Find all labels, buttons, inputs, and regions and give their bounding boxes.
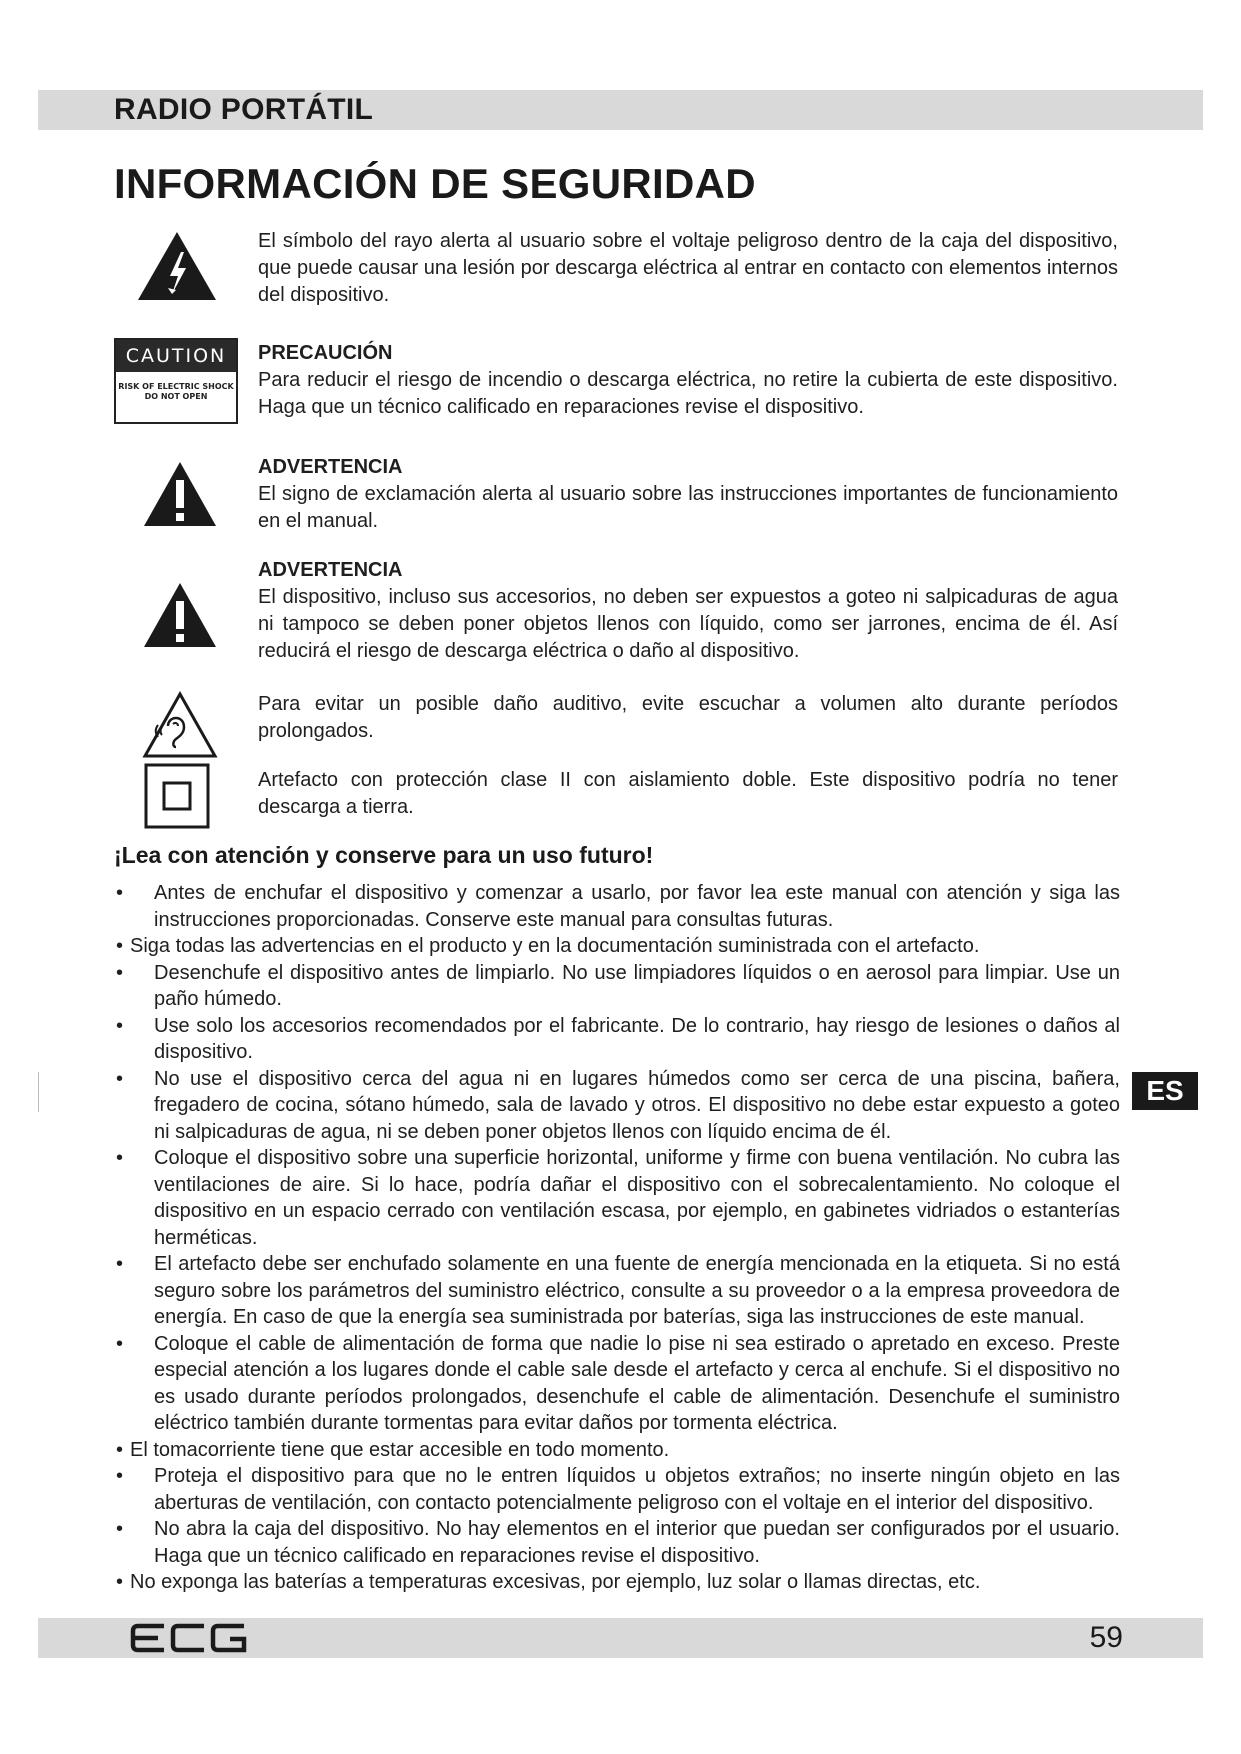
bullet-dot: • — [116, 1253, 124, 1275]
bullet-dot: • — [116, 1438, 124, 1461]
language-tab: ES — [1132, 1072, 1198, 1110]
list-item — [114, 933, 1120, 960]
bullet-dot: • — [116, 1518, 124, 1540]
bullet-text: Coloque el dispositivo sobre una superficie horizontal, uniforme y firme con buena ventilación. No cubra las ventilaciones de aire. Si lo hace, podría dañar el dispositivo con el sobrecalentamiento. No coloque el dispositivo en un espacio cerrado con ventilación escasa, por ejemplo, en gabinetes vidriados o estanterías herméticas. — [154, 1147, 1120, 1249]
bullet-text: Coloque el cable de alimentación de forma que nadie lo pise ni sea estirado o apretado en exceso. Preste especial atención a los lugares donde el cable sale desde el artefacto y cerca al enchufe. Si el dispositivo no es usado durante períodos prolongados, desenchufe el cable de alimentación. Desenchufe el suministro eléctrico también durante tormentas para evitar daños por tormenta eléctrica. — [154, 1332, 1120, 1434]
hearing-warning-icon — [142, 691, 218, 759]
caution-label-icon — [114, 338, 238, 424]
symbol-text-exclamation-2 — [258, 557, 1118, 665]
bullet-text: Proteja el dispositivo para que no le entren líquidos u objetos extraños; no inserte ningún objeto en las aberturas de ventilación, con contacto potencialmente peligroso con el voltaje en el interior del dispositivo. — [154, 1465, 1120, 1514]
bullet-text: Antes de enchufar el dispositivo y comenzar a usarlo, por favor lea este manual con atención y siga las instrucciones proporcionadas. Conserve este manual para consultas futuras. — [154, 882, 1120, 931]
bullet-dot: • — [116, 1465, 124, 1487]
page-title: INFORMACIÓN DE SEGURIDAD — [114, 160, 756, 207]
symbol-body: Para reducir el riesgo de incendio o descarga eléctrica, no retire la cubierta de este dispositivo. Haga que un técnico calificado en reparaciones revise el dispositivo. — [258, 369, 1118, 418]
exclamation-warning-icon — [142, 581, 218, 649]
bullet-dot: • — [116, 882, 124, 904]
bullet-dot: • — [116, 1571, 124, 1593]
bullet-dot: • — [116, 1147, 124, 1169]
bullet-text: No exponga las baterías a temperaturas excesivas, por ejemplo, luz solar o llamas directas, etc. — [130, 1571, 981, 1593]
exclamation-warning-icon — [142, 460, 218, 528]
symbol-body: El dispositivo, incluso sus accesorios, no deben ser expuestos a goteo ni salpicaduras de agua ni tampoco se deben poner objetos llenos con líquido, como ser jarrones, encima de él. Así reducirá el riesgo de descarga eléctrica o daño al dispositivo. — [258, 586, 1118, 662]
page-number: 59 — [1089, 1621, 1123, 1654]
bullet-text: El artefacto debe ser enchufado solamente en una fuente de energía mencionada en la etiqueta. Si no está seguro sobre los parámetros del suministro eléctrico, consulte a su proveedor o a la empresa proveedora de energía. En caso de que la energía sea suministrada por baterías, siga las instrucciones de este manual. — [154, 1253, 1120, 1328]
bullet-text: El tomacorriente tiene que estar accesible en todo momento. — [130, 1438, 670, 1461]
double-insulation-icon — [144, 763, 210, 829]
margin-line — [38, 1072, 39, 1112]
list-item — [114, 1066, 1120, 1146]
bullet-text: No abra la caja del dispositivo. No hay elementos en el interior que puedan ser configurados por el usuario. Haga que un técnico calificado en reparaciones revise el dispositivo. — [154, 1518, 1120, 1567]
symbol-text-exclamation-1 — [258, 454, 1118, 535]
bullet-dot: • — [116, 1332, 124, 1355]
bullet-dot: • — [116, 961, 124, 984]
list-item — [114, 1013, 1120, 1066]
list-item — [114, 960, 1120, 1013]
bullet-text: Desenchufe el dispositivo antes de limpiarlo. No use limpiadores líquidos o en aerosol para limpiar. Use un paño húmedo. — [154, 961, 1120, 1010]
ecg-logo — [130, 1622, 250, 1654]
list-item — [114, 1463, 1120, 1516]
list-item — [114, 1251, 1120, 1331]
list-item — [114, 1569, 1120, 1596]
symbol-heading: ADVERTENCIA — [258, 456, 403, 478]
header-title: RADIO PORTÁTIL — [114, 93, 374, 126]
bullet-dot: • — [116, 1067, 124, 1090]
caution-label-title: CAUTION — [116, 340, 236, 372]
list-item — [114, 1331, 1120, 1437]
safety-bullet-list — [114, 880, 1120, 1596]
bullet-dot: • — [116, 935, 124, 957]
list-item — [114, 1516, 1120, 1569]
symbol-heading: ADVERTENCIA — [258, 559, 403, 581]
bullet-dot: • — [116, 1014, 124, 1037]
list-item — [114, 880, 1120, 933]
symbol-text-hearing: Para evitar un posible daño auditivo, evite escuchar a volumen alto durante períodos prolongados. — [258, 693, 1118, 742]
lightning-warning-icon — [136, 230, 218, 302]
header-bar — [38, 90, 1203, 130]
bullet-text: Siga todas las advertencias en el producto y en la documentación suministrada con el artefacto. — [130, 935, 980, 957]
bullet-text: No use el dispositivo cerca del agua ni en lugares húmedos como ser cerca de una piscina, bañera, fregadero de cocina, sótano húmedo, sala de lavado y otros. El dispositivo no debe estar expuesto a goteo ni salpicaduras de agua, ni se deben poner objetos llenos con líquido encima de él. — [154, 1067, 1120, 1143]
symbol-text-double-insulation: Artefacto con protección clase II con aislamiento doble. Este dispositivo podría no tener descarga a tierra. — [258, 769, 1118, 818]
symbol-text-lightning: El símbolo del rayo alerta al usuario sobre el voltaje peligroso dentro de la caja del dispositivo, que puede causar una lesión por descarga eléctrica al entrar en contacto con elementos internos del dispositivo. — [258, 230, 1118, 306]
read-heading: ¡Lea con atención y conserve para un uso futuro! — [114, 842, 654, 868]
symbol-body: El signo de exclamación alerta al usuario sobre las instrucciones importantes de funcionamiento en el manual. — [258, 483, 1118, 532]
list-item — [114, 1145, 1120, 1251]
symbol-text-caution — [258, 340, 1118, 421]
symbol-heading: PRECAUCIÓN — [258, 342, 393, 364]
list-item — [114, 1437, 1120, 1464]
bullet-text: Use solo los accesorios recomendados por el fabricante. De lo contrario, hay riesgo de lesiones o daños al dispositivo. — [154, 1014, 1120, 1063]
caution-label-sub2: DO NOT OPEN — [144, 392, 208, 401]
caution-label-sub1: RISK OF ELECTRIC SHOCK — [118, 382, 234, 391]
